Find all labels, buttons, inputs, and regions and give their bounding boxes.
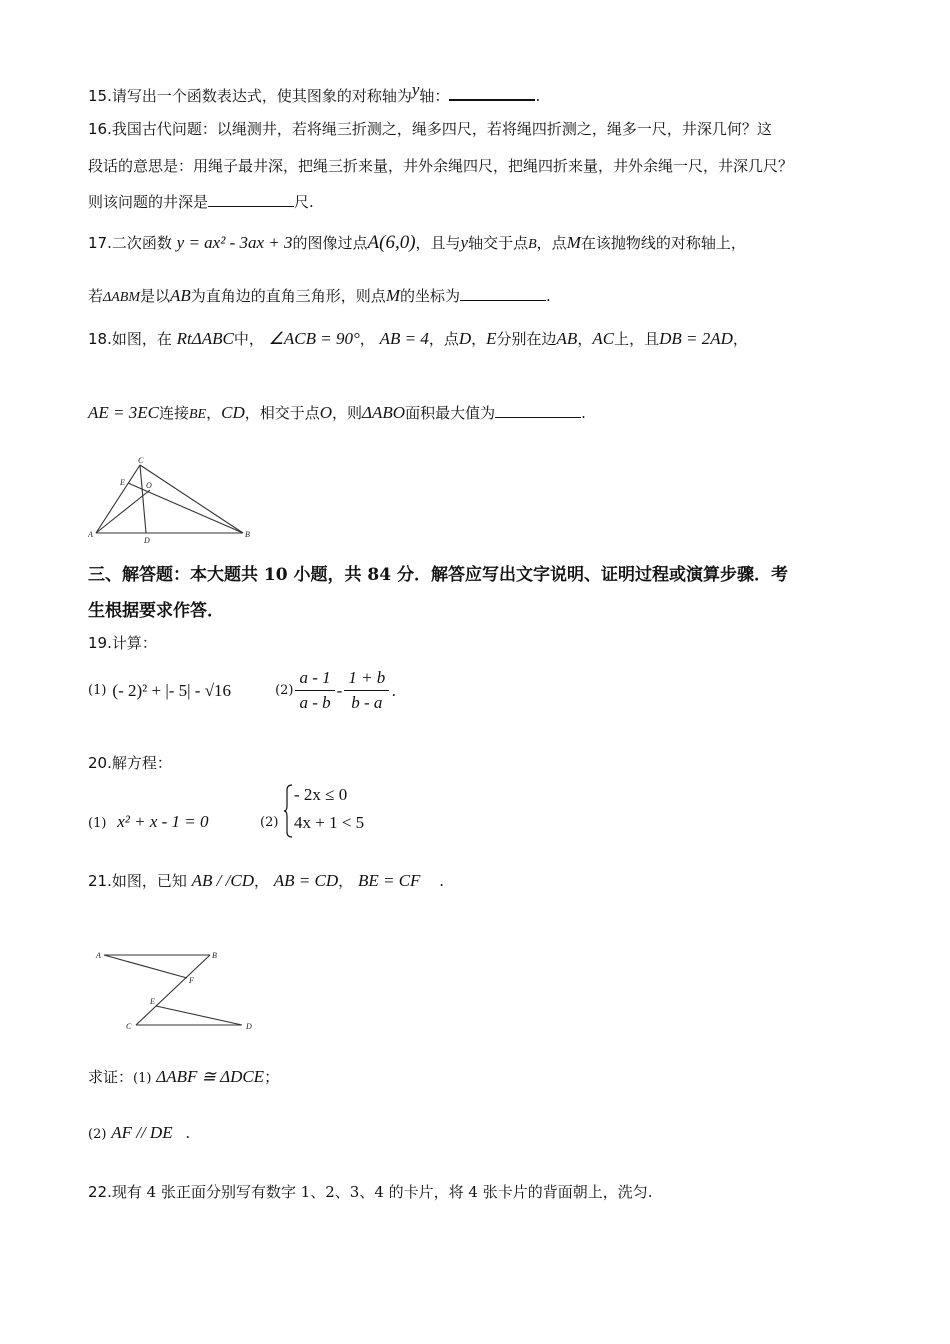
q20-number: 20. — [88, 754, 112, 772]
q15-answer-blank[interactable] — [449, 98, 535, 101]
q21-statement2: AF // DE — [111, 1123, 173, 1142]
q16-text1: 我国古代问题：以绳测井，若将绳三折测之，绳多四尺，若将绳四折测之，绳多一尺，井深几何？这 — [111, 120, 772, 138]
q21-end: . — [439, 872, 444, 890]
q18-t4: 分别在边 — [496, 330, 557, 348]
q18-answer-blank[interactable] — [495, 416, 581, 418]
q17-tri: ΔABM — [103, 290, 140, 305]
q18-rt: RtΔABC — [176, 329, 234, 348]
fig21-label-F: F — [189, 976, 194, 985]
q17-formula: y = ax² - 3ax + 3 — [176, 233, 293, 252]
q19-title: 计算： — [111, 634, 157, 652]
q19-minus: - — [336, 680, 343, 700]
section3-line1: 三、解答题：本大题共 10 小题，共 84 分．解答应写出文字说明、证明过程或演算步骤．考 — [88, 565, 788, 585]
q16-text3: 则该问题的井深是 — [88, 193, 209, 211]
q18-line2 — [88, 402, 586, 423]
q19-frac2-den: b - a — [351, 693, 383, 712]
q19-frac1-num: a - 1 — [295, 668, 334, 691]
q18-t3: ，点 — [428, 330, 459, 348]
q15-end: . — [535, 87, 541, 105]
q18-c4: ， — [732, 330, 748, 348]
fig18-label-B: B — [245, 530, 250, 539]
q15-text: 请写出一个函数表达式，使其图象的对称轴为 — [111, 87, 412, 105]
q19-frac2-num: 1 + b — [344, 668, 389, 691]
q18-db: DB = 2AD — [659, 329, 733, 348]
q21-semi: ； — [264, 1068, 280, 1086]
q17-y: y — [460, 233, 469, 252]
fig21-label-B: B — [212, 951, 217, 960]
q21-number: 21. — [88, 872, 112, 890]
q18-t5: 上，且 — [614, 330, 660, 348]
fig18-label-C: C — [138, 456, 144, 465]
q20-part2-label: (2) — [260, 815, 279, 830]
q19-expr-line — [88, 668, 396, 713]
q18-CD: CD — [221, 403, 245, 422]
q20-eq-line — [88, 812, 209, 832]
q18-ae: AE = 3EC — [88, 403, 159, 422]
q15-var: y — [411, 80, 420, 99]
q17-B: B — [528, 237, 537, 252]
q20-title: 解方程： — [111, 754, 172, 772]
q18-abo: ΔABO — [362, 403, 406, 422]
q21-line — [88, 870, 444, 891]
q16-unit: 尺. — [294, 193, 314, 211]
q18-t2: 中， — [233, 330, 264, 348]
q20-title-line — [88, 752, 172, 773]
q16-answer-blank[interactable] — [208, 205, 294, 207]
q19-end: . — [391, 681, 397, 700]
section3-line2: 生根据要求作答． — [88, 601, 224, 621]
q20-eq1: x² + x - 1 = 0 — [117, 812, 209, 831]
q16-line2 — [88, 155, 793, 176]
fig21-label-E: E — [150, 997, 155, 1006]
fig21-label-A: A — [96, 951, 101, 960]
q18-t7: ，相交于点 — [244, 404, 320, 422]
q21-prove-line1 — [88, 1066, 279, 1087]
q17-answer-blank[interactable] — [460, 299, 546, 301]
q21-sep2: ， — [338, 872, 354, 890]
q15-line — [88, 80, 540, 106]
q17-l2b: 是以 — [140, 287, 171, 305]
q21-end2: . — [185, 1124, 191, 1142]
q20-system-eq2: 4x + 1 < 5 — [294, 813, 365, 832]
q16-line1 — [88, 118, 772, 139]
q21-cond3: BE = CF — [357, 871, 421, 890]
q18-angle: ∠ACB = 90° — [268, 329, 360, 348]
q18-BE: BE — [188, 407, 207, 422]
q18-AC: AC — [592, 329, 615, 348]
fig21-label-D: D — [246, 1022, 252, 1031]
q17-line1 — [88, 232, 746, 254]
q21-part2-label: (2) — [88, 1127, 107, 1142]
fig18-label-E: E — [120, 478, 125, 487]
q17-number: 17. — [88, 234, 112, 252]
q18-ab: AB = 4 — [379, 329, 429, 348]
q18-D: D — [458, 329, 472, 348]
q17-AB: AB — [170, 286, 191, 305]
q21-sep1: ， — [254, 872, 270, 890]
q19-number: 19. — [88, 634, 112, 652]
q20-system-eq1: - 2x ≤ 0 — [294, 785, 348, 804]
q19-expr1: (- 2)² + |- 5| - √16 — [112, 680, 232, 700]
q18-c2: ， — [471, 330, 487, 348]
q15-number: 15. — [88, 87, 112, 105]
q21-prove-line2 — [88, 1123, 190, 1143]
q17-t2: 的图像过点 — [292, 234, 368, 252]
q21-figure — [92, 945, 262, 1035]
q18-t8: ，则 — [332, 404, 363, 422]
q18-c5: ， — [206, 404, 222, 422]
q21-statement1: ΔABF ≅ ΔDCE — [156, 1067, 265, 1086]
q20-part2 — [260, 812, 278, 830]
q18-c1: ， — [359, 330, 375, 348]
q17-end: . — [546, 287, 551, 305]
q18-AB: AB — [556, 329, 578, 348]
q17-point: A(6,0) — [367, 232, 416, 253]
q17-line2 — [88, 285, 551, 306]
q18-c3: ， — [577, 330, 593, 348]
fig18-label-O: O — [146, 481, 152, 490]
q18-triangle-figure — [88, 455, 263, 545]
q18-line1 — [88, 328, 748, 349]
q17-t5: ，点 — [536, 234, 567, 252]
q21-cond2: AB = CD — [273, 871, 339, 890]
fig18-label-A: A — [88, 530, 93, 539]
q18-O: O — [319, 403, 333, 422]
fig21-label-C: C — [126, 1022, 132, 1031]
q19-part1-label: (1) — [88, 683, 107, 698]
q15-suffix: 轴： — [419, 87, 450, 105]
q19-frac1-den: a - b — [299, 693, 331, 712]
q17-l2d: 的坐标为 — [399, 287, 460, 305]
q19-part2-label: (2) — [275, 683, 294, 698]
q21-t1: 如图，已知 — [111, 872, 187, 890]
q19-frac2 — [344, 668, 389, 713]
q20-part1-label: (1) — [88, 816, 107, 831]
q17-M: M — [566, 233, 581, 252]
q17-l2a: 若 — [88, 287, 104, 305]
q18-t9: 面积最大值为 — [405, 404, 496, 422]
q17-l2c: 为直角边的直角三角形，则点 — [190, 287, 386, 305]
q17-t4: 轴交于点 — [468, 234, 529, 252]
q17-t6: 在该抛物线的对称轴上， — [580, 234, 746, 252]
q16-number: 16. — [88, 120, 112, 138]
q20-system-brace — [284, 784, 294, 838]
q22-line — [88, 1181, 653, 1202]
q16-line3 — [88, 191, 314, 212]
fig18-label-D: D — [144, 536, 150, 545]
q17-t3: ，且与 — [415, 234, 461, 252]
q21-prove: 求证： — [88, 1068, 134, 1086]
q21-cond1: AB / /CD — [191, 871, 254, 890]
q22-text: 现有 4 张正面分别写有数字 1、2、3、4 的卡片，将 4 张卡片的背面朝上，洗匀. — [111, 1183, 653, 1201]
q18-end: . — [581, 404, 586, 422]
q18-t6: 连接 — [158, 404, 189, 422]
q17-M2: M — [385, 286, 400, 305]
q22-number: 22. — [88, 1183, 112, 1201]
q17-t1: 二次函数 — [111, 234, 172, 252]
q21-part1-label: (1) — [133, 1071, 152, 1086]
q18-t1: 如图，在 — [111, 330, 172, 348]
q18-number: 18. — [88, 330, 112, 348]
q18-E: E — [486, 329, 497, 348]
q19-frac1 — [295, 668, 334, 713]
q16-text2: 段话的意思是：用绳子最井深，把绳三折来量，井外余绳四尺，把绳四折来量，井外余绳一尺，井深几尺？ — [88, 157, 794, 175]
q19-title-line — [88, 632, 157, 653]
